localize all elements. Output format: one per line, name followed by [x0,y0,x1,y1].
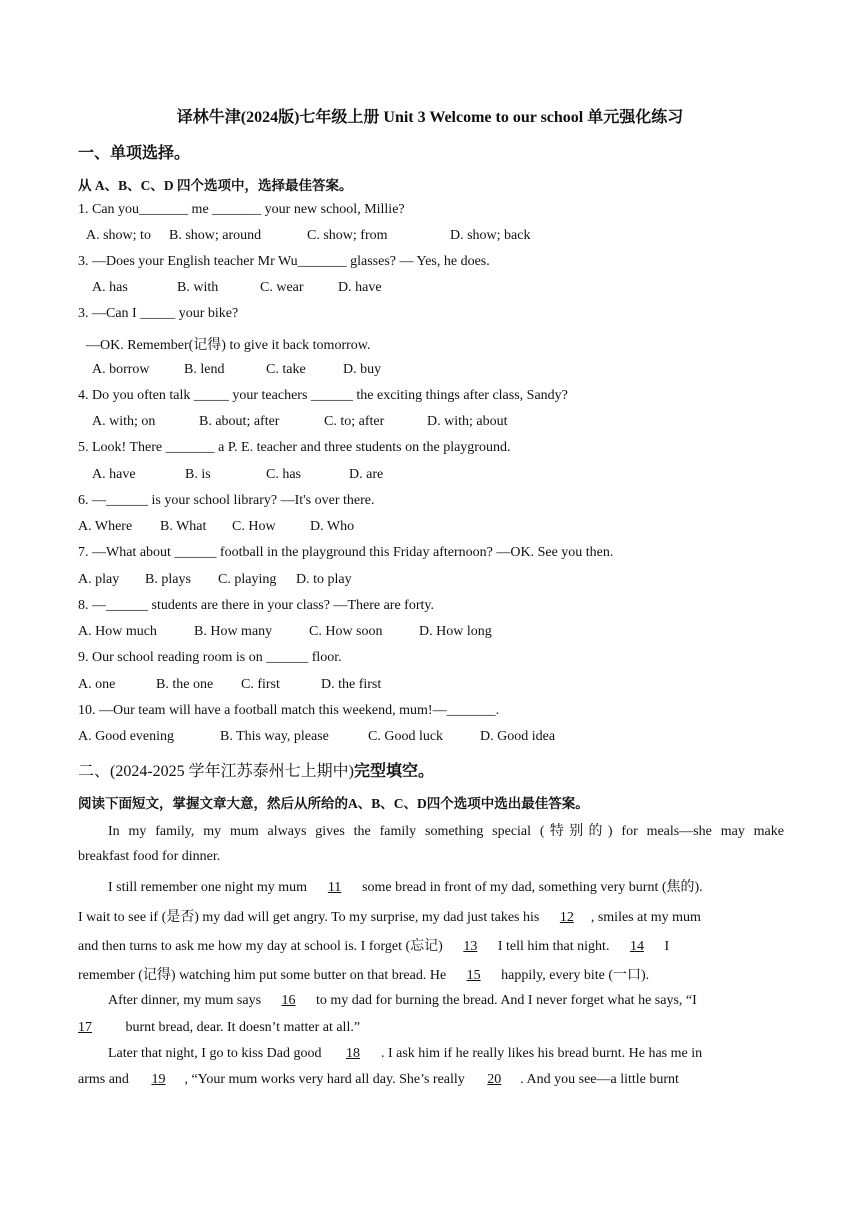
option: C. take [266,362,306,377]
blank-19[interactable]: 19 [151,1072,166,1087]
option: B. plays [145,572,191,587]
option: A. with; on [92,414,156,429]
section-heading-1: 一、单项选择。 [78,145,191,162]
option: D. are [349,467,384,482]
question-stem: 3. —Can I _____ your bike? [78,306,239,321]
option: A. one [78,677,116,692]
page-title: 译林牛津(2024版)七年级上册 Unit 3 Welcome to our school 单元强化练习 [176,109,684,126]
option: A. has [92,280,128,295]
option: A. Where [78,519,133,534]
option: D. with; about [427,414,508,429]
question-stem: 1. Can you_______ me _______ your new school, Millie? [78,202,405,217]
blank-17[interactable]: 17 [78,1020,92,1035]
passage-line: and then turns to ask me how my day at school is. I forget (忘记) 13 I tell him that night. 14 I [78,939,670,954]
option: C. first [241,677,280,692]
blank-20[interactable]: 20 [487,1072,502,1087]
option: B. This way, please [220,729,329,744]
section-instruction-2: 阅读下面短文，掌握文章大意，然后从所给的A、B、C、D四个选项中选出最佳答案。 [78,796,589,811]
option: D. to play [296,572,352,587]
option: B. the one [156,677,214,692]
passage-line: I still remember one night my mum 11 some bread in front of my dad, something very burnt (焦的). [108,880,703,895]
passage-line: 17 burnt bread, dear. It doesn’t matter at all.” [78,1020,361,1035]
option: B. is [185,467,211,482]
question-stem: 5. Look! There _______ a P. E. teacher and three students on the playground. [78,440,511,455]
option: D. buy [343,362,382,377]
passage-line: After dinner, my mum says 16 to my dad for burning the bread. And I never forget what he says, “I [108,993,697,1008]
option: A. play [78,572,120,587]
option: B. How many [194,624,273,639]
section-heading-2 [78,758,434,781]
option: B. What [160,519,207,534]
option: D. How long [419,624,492,639]
question-stem: 8. —______ students are there in your class? —There are forty. [78,598,434,613]
option: D. have [338,280,382,295]
question-stem: 6. —______ is your school library? —It's over there. [78,493,375,508]
blank-16[interactable]: 16 [281,993,296,1008]
question-stem: 9. Our school reading room is on ______ floor. [78,650,342,665]
option: A. Good evening [78,729,175,744]
question-stem: 3. —Does your English teacher Mr Wu_______ glasses? — Yes, he does. [78,254,490,269]
blank-14[interactable]: 14 [629,939,644,954]
question-stem: 10. —Our team will have a football match this weekend, mum!—_______. [78,703,500,718]
blank-18[interactable]: 18 [345,1046,360,1061]
blank-15[interactable]: 15 [466,968,481,983]
option: C. show; from [307,228,388,243]
option: B. show; around [169,228,262,243]
question-stem-response: —OK. Remember(记得) to give it back tomorrow. [86,338,371,353]
section-heading-source: 二、(2024-2025 学年江苏泰州七上期中) [78,763,354,780]
option: B. lend [184,362,225,377]
option: D. show; back [450,228,531,243]
option: C. to; after [324,414,385,429]
option: C. How [232,519,276,534]
option: B. about; after [199,414,280,429]
question-stem: 4. Do you often talk _____ your teachers ______ the exciting things after class, Sandy? [78,388,568,403]
section-instruction-1: 从 A、B、C、D 四个选项中，选择最佳答案。 [78,178,353,193]
passage-line: breakfast food for dinner. [78,849,221,864]
option: A. show; to [86,228,151,243]
passage-line: arms and 19 , “Your mum works very hard all day. She’s really 20 . And you see—a little burnt [78,1072,679,1087]
option: A. borrow [92,362,150,377]
question-stem: 7. —What about ______ football in the playground this Friday afternoon? —OK. See you then. [78,545,614,560]
option: C. How soon [309,624,383,639]
blank-13[interactable]: 13 [463,939,478,954]
option: B. with [177,280,219,295]
section-heading-label: 完型填空。 [354,763,435,780]
option: D. Who [310,519,355,534]
passage-line: Later that night, I go to kiss Dad good 18 . I ask him if he really likes his bread burnt. He has me in [108,1046,703,1061]
option: C. Good luck [368,729,444,744]
passage-line: I wait to see if (是否) my dad will get angry. To my surprise, my dad just takes his 12 , smiles at my mum [78,910,701,925]
passage-line: In my family, my mum always gives the family something special (特别的) for meals—she may make [108,824,784,839]
option: A. have [92,467,136,482]
blank-12[interactable]: 12 [559,910,574,925]
passage-line: remember (记得) watching him put some butter on that bread. He 15 happily, every bite (一口). [78,968,650,983]
option: C. playing [218,572,277,587]
option: D. the first [321,677,382,692]
option: C. has [266,467,301,482]
option: C. wear [260,280,304,295]
option: D. Good idea [480,729,556,744]
blank-11[interactable]: 11 [327,880,342,895]
option: A. How much [78,624,157,639]
